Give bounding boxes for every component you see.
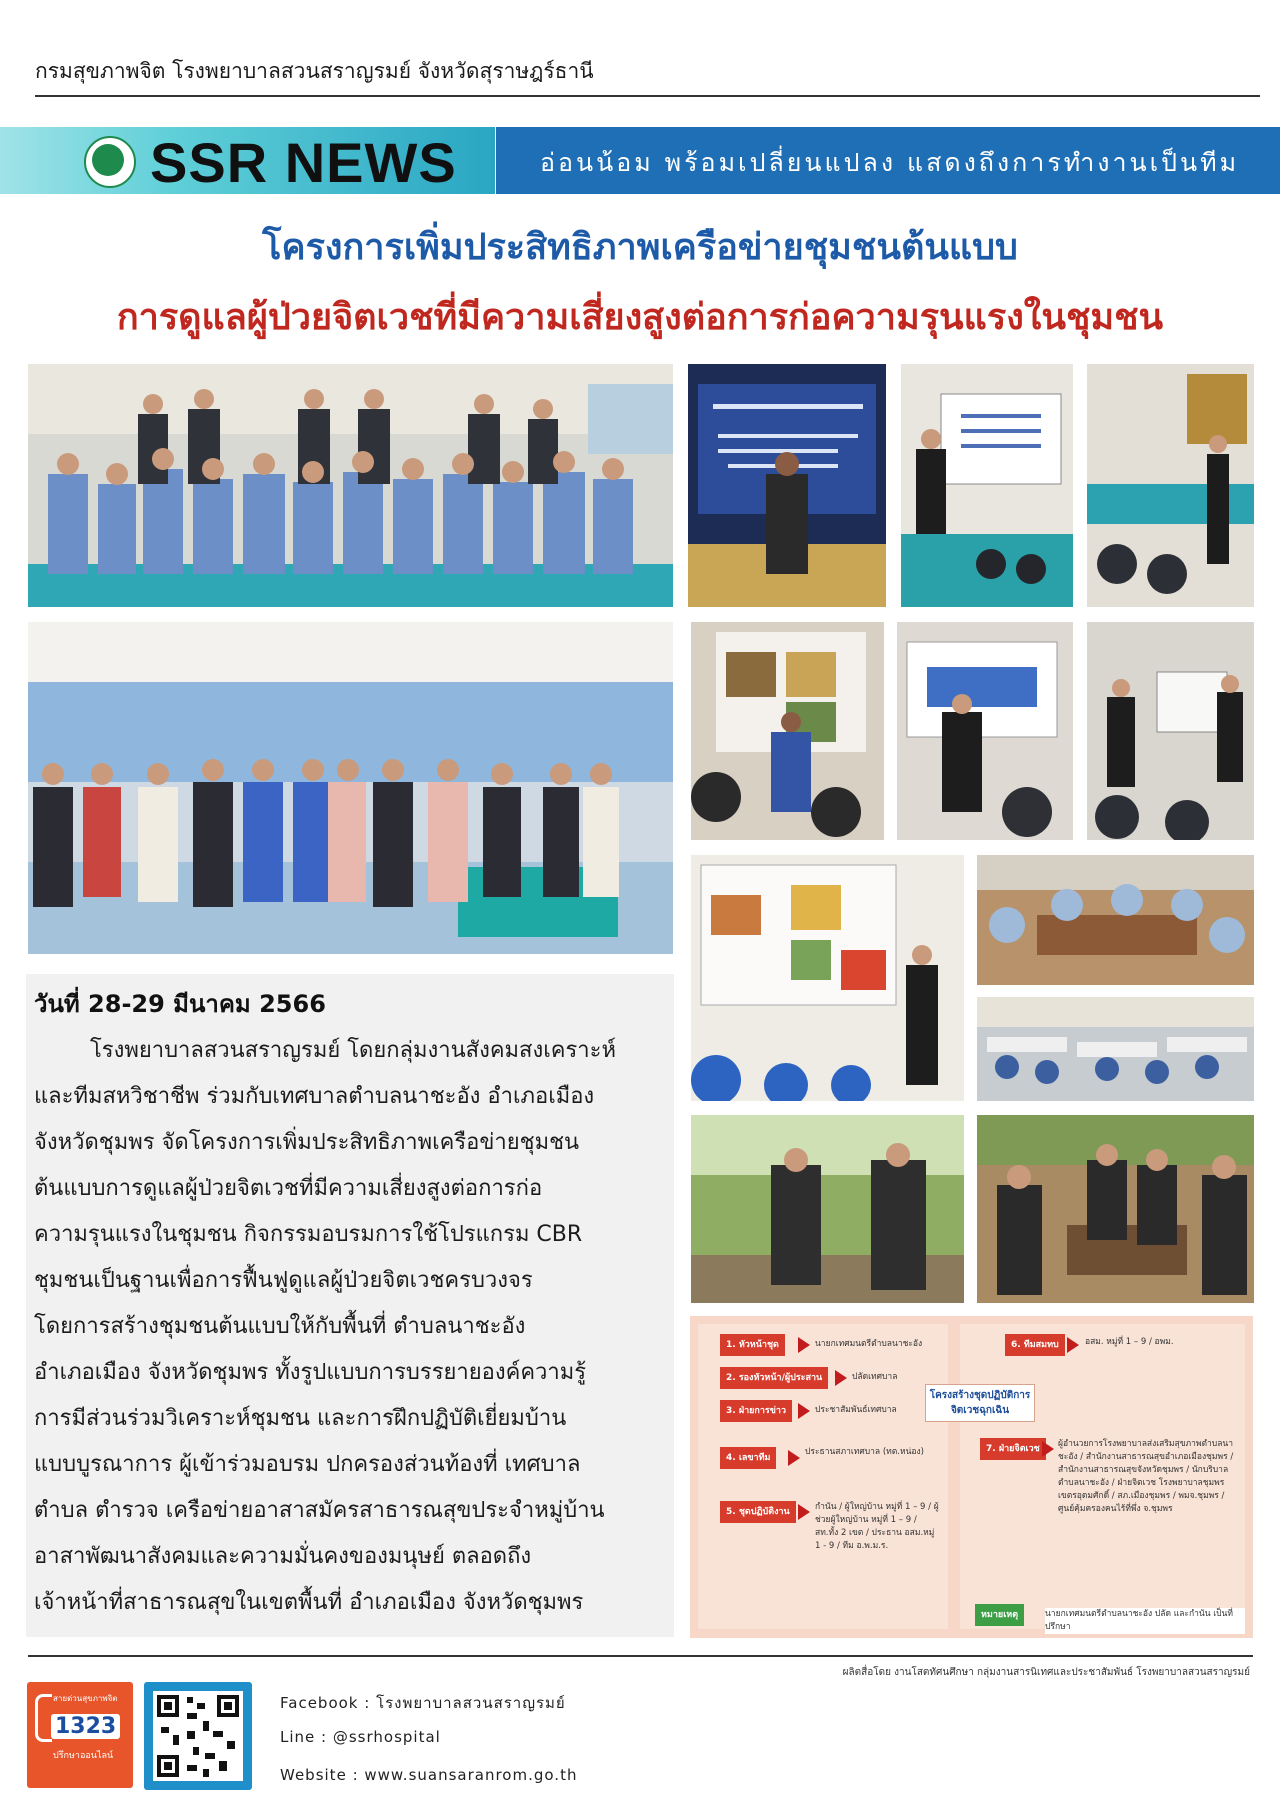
hotline-number: 1323 bbox=[51, 1714, 120, 1739]
workshop-photo-1 bbox=[977, 855, 1254, 985]
home-visit-photo-2 bbox=[977, 1115, 1254, 1303]
hotline-badge[interactable] bbox=[27, 1682, 133, 1788]
role-1-detail: นายกเทศมนตรีตำบลนาชะอัง bbox=[815, 1339, 923, 1349]
article-line: แบบบูรณาการ ผู้เข้าร่วมอบรม ปกครองส่วนท้องที่ เทศบาล bbox=[34, 1452, 581, 1477]
role-4-label: 4. เลขาทีม bbox=[720, 1447, 776, 1469]
role-7-label: 7. ฝ่ายจิตเวช bbox=[980, 1438, 1046, 1460]
slogan: อ่อนน้อม พร้อมเปลี่ยนแปลง แสดงถึงการทำงานเป็นทีม bbox=[540, 148, 1240, 177]
lecture-photo-3 bbox=[1087, 622, 1254, 840]
line-contact[interactable]: Line : @ssrhospital bbox=[280, 1728, 441, 1746]
arrow-icon bbox=[798, 1504, 810, 1520]
note-text: นายกเทศมนตรีตำบลนาชะอัง ปลัด และกำนัน เป็นที่ปรึกษา bbox=[1045, 1608, 1245, 1634]
workshop-photo-2 bbox=[977, 997, 1254, 1101]
role-5-label: 5. ชุดปฏิบัติงาน bbox=[720, 1501, 796, 1523]
qr-code-frame[interactable] bbox=[144, 1682, 252, 1790]
role-2-label: 2. รองหัวหน้า/ผู้ประสาน bbox=[720, 1367, 828, 1389]
role-4-detail: ประธานสภาเทศบาล (ทต.หน่อง) bbox=[805, 1447, 924, 1457]
organization-name: กรมสุขภาพจิต โรงพยาบาลสวนสราญรมย์ จังหวัดสุราษฎร์ธานี bbox=[35, 59, 594, 83]
headline-line-2: การดูแลผู้ป่วยจิตเวชที่มีความเสี่ยงสูงต่อการก่อความรุนแรงในชุมชน bbox=[116, 297, 1164, 338]
phone-icon bbox=[35, 1694, 52, 1742]
header-divider bbox=[35, 95, 1260, 97]
arrow-icon bbox=[835, 1370, 847, 1386]
role-6-label: 6. ทีมสมทบ bbox=[1005, 1334, 1065, 1356]
arrow-icon bbox=[788, 1450, 800, 1466]
article-line: ชุมชนเป็นฐานเพื่อการฟื้นฟูดูแลผู้ป่วยจิตเวชครบวงจร bbox=[34, 1268, 533, 1293]
facebook-contact[interactable]: Facebook : โรงพยาบาลสวนสราญรมย์ bbox=[280, 1694, 566, 1712]
hotline-label: สายด่วนสุขภาพจิต bbox=[53, 1694, 118, 1703]
website-link[interactable]: Website : www.suansaranrom.go.th bbox=[280, 1766, 578, 1784]
role-5-detail: กำนัน / ผู้ใหญ่บ้าน หมู่ที่ 1 – 9 / ผู้ช่วยผู้ใหญ่บ้าน หมู่ที่ 1 – 9 / สท.ทั้ง 2 เขต / ประธาน อสม.หมู่ 1 - 9 / ทีม อ.พ.ม.ร. bbox=[815, 1502, 939, 1551]
lecture-photo-1 bbox=[691, 622, 884, 840]
role-3-detail: ประชาสัมพันธ์เทศบาล bbox=[815, 1405, 897, 1415]
speaker-photo-3 bbox=[1087, 364, 1254, 607]
article-line: และทีมสหวิชาชีพ ร่วมกับเทศบาลตำบลนาชะอัง อำเภอเมือง bbox=[34, 1084, 595, 1109]
article-line: โรงพยาบาลสวนสราญรมย์ โดยกลุ่มงานสังคมสงเคราะห์ bbox=[34, 1038, 616, 1063]
group-photo-2 bbox=[28, 622, 673, 954]
speaker-photo-2 bbox=[901, 364, 1073, 607]
article-line: จังหวัดชุมพร จัดโครงการเพิ่มประสิทธิภาพเครือข่ายชุมชน bbox=[34, 1130, 580, 1155]
qr-code-icon bbox=[153, 1691, 243, 1781]
article-line: โดยการสร้างชุมชนต้นแบบให้กับพื้นที่ ตำบลนาชะอัง bbox=[34, 1314, 526, 1339]
hotline-caption: ปรึกษาออนไลน์ bbox=[53, 1751, 114, 1761]
article-line: อำเภอเมือง จังหวัดชุมพร ทั้งรูปแบบการบรรยายองค์ความรู้ bbox=[34, 1360, 587, 1385]
home-visit-photo-1 bbox=[691, 1115, 964, 1303]
role-6-detail: อสม. หมู่ที่ 1 – 9 / อพม. bbox=[1085, 1337, 1174, 1347]
arrow-icon bbox=[1067, 1337, 1079, 1353]
role-7-detail: ผู้อำนวยการโรงพยาบาลส่งเสริมสุขภาพตำบลนาชะอัง / สำนักงานสาธารณสุขอำเภอเมืองชุมพร / สำนักงานสาธารณสุขจังหวัดชุมพร / นักบริบาลตำบลนาชะอัง / ฝ่ายจิตเวช โรงพยาบาลชุมพรเขตรอุดมศักดิ์ / สภ.เมืองชุมพร / พมจ.ชุมพร / ศูนย์คุ้มครองคนไร้ที่พึ่ง จ.ชุมพร bbox=[1058, 1439, 1234, 1514]
article-line: ต้นแบบการดูแลผู้ป่วยจิตเวชที่มีความเสี่ยงสูงต่อการก่อ bbox=[34, 1176, 543, 1201]
headline-line-1: โครงการเพิ่มประสิทธิภาพเครือข่ายชุมชนต้นแบบ bbox=[262, 227, 1018, 268]
article-line: เจ้าหน้าที่สาธารณสุขในเขตพื้นที่ อำเภอเมือง จังหวัดชุมพร bbox=[34, 1590, 584, 1615]
article-line: อาสาพัฒนาสังคมและความมั่นคงของมนุษย์ ตลอดถึง bbox=[34, 1544, 532, 1569]
article-body bbox=[34, 1028, 664, 1626]
footer-divider bbox=[28, 1655, 1253, 1657]
arrow-icon bbox=[798, 1403, 810, 1419]
note-label: หมายเหตุ bbox=[975, 1604, 1024, 1626]
arrow-icon bbox=[1042, 1441, 1054, 1457]
article-line: การมีส่วนร่วมวิเคราะห์ชุมชน และการฝึกปฏิบัติเยี่ยมบ้าน bbox=[34, 1406, 567, 1431]
role-1-label: 1. หัวหน้าชุด bbox=[720, 1334, 785, 1356]
role-2-detail: ปลัดเทศบาล bbox=[852, 1372, 898, 1382]
article-line: ตำบล ตำรวจ เครือข่ายอาสาสมัครสาธารณสุขประจำหมู่บ้าน bbox=[34, 1498, 605, 1523]
role-3-label: 3. ฝ่ายการข่าว bbox=[720, 1400, 792, 1422]
org-chart bbox=[690, 1316, 1253, 1638]
logo-emblem bbox=[92, 144, 124, 176]
lecture-photo-4 bbox=[691, 855, 964, 1101]
production-credit: ผลิตสื่อโดย งานโสตทัศนศึกษา กลุ่มงานสารนิเทศและประชาสัมพันธ์ โรงพยาบาลสวนสราญรมย์ bbox=[842, 1667, 1250, 1678]
group-photo-1 bbox=[28, 364, 673, 607]
org-chart-title: โครงสร้างชุดปฏิบัติการ จิตเวชฉุกเฉิน bbox=[925, 1384, 1035, 1422]
article-line: ความรุนแรงในชุมชน กิจกรรมอบรมการใช้โปรแกรม CBR bbox=[34, 1222, 583, 1247]
arrow-icon bbox=[798, 1337, 810, 1353]
lecture-photo-2 bbox=[897, 622, 1073, 840]
brand-title: SSR NEWS bbox=[150, 131, 457, 194]
speaker-photo-1 bbox=[688, 364, 886, 607]
article-date: วันที่ 28-29 มีนาคม 2566 bbox=[34, 990, 326, 1018]
